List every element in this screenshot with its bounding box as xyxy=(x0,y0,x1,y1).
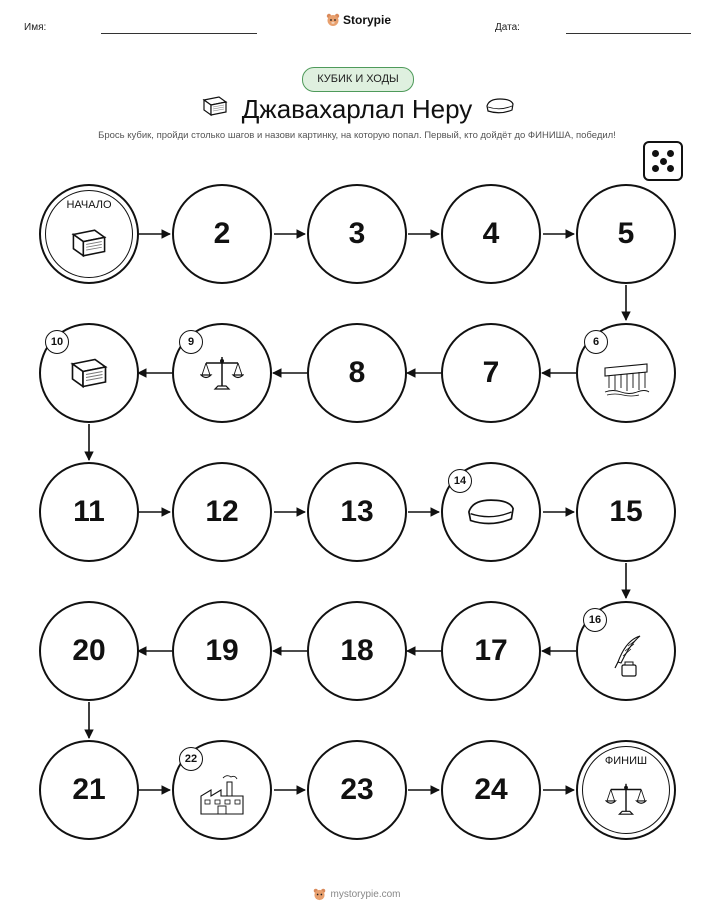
tag-6: 6 xyxy=(584,330,608,354)
cell-20: 20 xyxy=(39,601,139,701)
cell-8: 8 xyxy=(307,323,407,423)
dam-icon xyxy=(601,358,651,398)
tag-14: 14 xyxy=(448,469,472,493)
cell-12: 12 xyxy=(172,462,272,562)
tag-22: 22 xyxy=(179,747,203,771)
cell-finish xyxy=(576,740,676,840)
cell-start xyxy=(39,184,139,284)
cell-4: 4 xyxy=(441,184,541,284)
start-label: НАЧАЛО xyxy=(66,199,112,211)
name-label: Имя: xyxy=(24,22,47,33)
page-title: Джавахарлал Неру xyxy=(241,94,473,124)
finish-label: ФИНИШ xyxy=(604,755,648,767)
instructions: Брось кубик, пройди столько шагов и назови картинку, на которую попал. Первый, кто дойдёт до ФИНИША, победил! xyxy=(98,130,616,141)
tag-10: 10 xyxy=(45,330,69,354)
bear-icon xyxy=(313,888,326,901)
footer-url[interactable]: mystorypie.com xyxy=(330,889,401,900)
game-badge: КУБИК И ХОДЫ xyxy=(302,67,414,92)
cell-24: 24 xyxy=(441,740,541,840)
cell-23: 23 xyxy=(307,740,407,840)
brand-name: Storypie xyxy=(343,13,392,27)
cap-icon xyxy=(464,495,518,529)
scales-icon xyxy=(200,353,244,393)
quill-icon xyxy=(606,634,646,678)
tag-16: 16 xyxy=(583,608,607,632)
cell-21: 21 xyxy=(39,740,139,840)
cell-2: 2 xyxy=(172,184,272,284)
cell-5: 5 xyxy=(576,184,676,284)
cell-19: 19 xyxy=(172,601,272,701)
factory-icon xyxy=(197,774,247,816)
cell-7: 7 xyxy=(441,323,541,423)
tag-9: 9 xyxy=(179,330,203,354)
cell-13: 13 xyxy=(307,462,407,562)
cell-15: 15 xyxy=(576,462,676,562)
date-label: Дата: xyxy=(495,22,520,33)
cell-11: 11 xyxy=(39,462,139,562)
cell-17: 17 xyxy=(441,601,541,701)
cell-3: 3 xyxy=(307,184,407,284)
cell-18: 18 xyxy=(307,601,407,701)
footer xyxy=(0,888,714,901)
book-icon xyxy=(68,355,110,391)
